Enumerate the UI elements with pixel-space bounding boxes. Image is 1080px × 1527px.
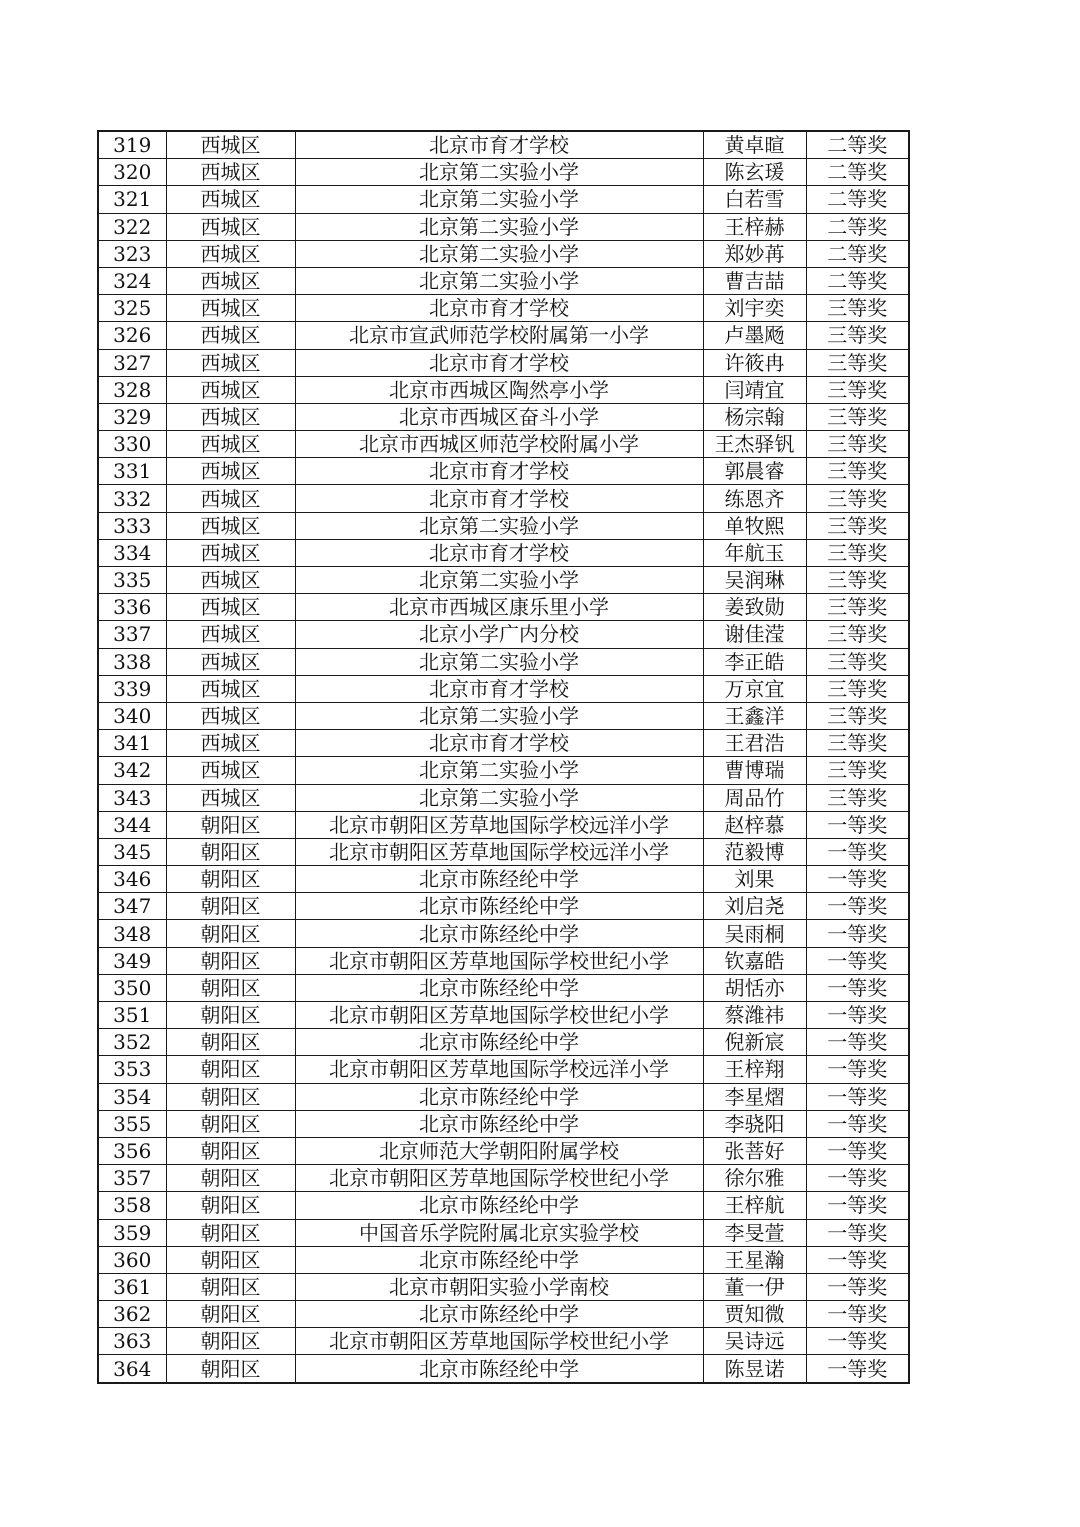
- student-name-cell: 周品竹: [703, 784, 806, 811]
- row-number-cell: 346: [98, 866, 166, 893]
- table-row: [98, 186, 909, 213]
- award-level-cell: 一等奖: [806, 920, 909, 947]
- school-cell: 北京市西城区康乐里小学: [295, 594, 703, 621]
- district-cell: 朝阳区: [166, 1002, 295, 1029]
- student-name-cell: 曹博瑞: [703, 757, 806, 784]
- district-cell: 西城区: [166, 594, 295, 621]
- district-cell: 西城区: [166, 349, 295, 376]
- student-name-cell: 白若雪: [703, 186, 806, 213]
- district-cell: 朝阳区: [166, 1110, 295, 1137]
- district-cell: 朝阳区: [166, 920, 295, 947]
- table-row: [98, 893, 909, 920]
- table-row: [98, 594, 909, 621]
- award-level-cell: 一等奖: [806, 1056, 909, 1083]
- award-level-cell: 一等奖: [806, 1219, 909, 1246]
- row-number-cell: 360: [98, 1246, 166, 1273]
- award-level-cell: 二等奖: [806, 240, 909, 267]
- row-number-cell: 361: [98, 1273, 166, 1300]
- award-level-cell: 一等奖: [806, 1137, 909, 1164]
- student-name-cell: 刘宇奕: [703, 295, 806, 322]
- student-name-cell: 许筱冉: [703, 349, 806, 376]
- student-name-cell: 李正皓: [703, 648, 806, 675]
- row-number-cell: 328: [98, 376, 166, 403]
- award-level-cell: 三等奖: [806, 757, 909, 784]
- row-number-cell: 347: [98, 893, 166, 920]
- student-name-cell: 刘果: [703, 866, 806, 893]
- row-number-cell: 344: [98, 811, 166, 838]
- award-level-cell: 三等奖: [806, 594, 909, 621]
- award-level-cell: 三等奖: [806, 512, 909, 539]
- school-cell: 北京市育才学校: [295, 458, 703, 485]
- school-cell: 北京市朝阳区芳草地国际学校世纪小学: [295, 947, 703, 974]
- row-number-cell: 348: [98, 920, 166, 947]
- row-number-cell: 321: [98, 186, 166, 213]
- row-number-cell: 355: [98, 1110, 166, 1137]
- table-row: [98, 838, 909, 865]
- row-number-cell: 341: [98, 730, 166, 757]
- table-row: [98, 213, 909, 240]
- award-level-cell: 一等奖: [806, 1246, 909, 1273]
- award-level-cell: 三等奖: [806, 702, 909, 729]
- award-level-cell: 一等奖: [806, 1328, 909, 1355]
- table-row: [98, 1137, 909, 1164]
- award-level-cell: 三等奖: [806, 784, 909, 811]
- row-number-cell: 339: [98, 675, 166, 702]
- student-name-cell: 胡恬亦: [703, 974, 806, 1001]
- school-cell: 北京市陈经纶中学: [295, 1110, 703, 1137]
- district-cell: 朝阳区: [166, 866, 295, 893]
- row-number-cell: 337: [98, 621, 166, 648]
- district-cell: 朝阳区: [166, 1301, 295, 1328]
- student-name-cell: 曹吉喆: [703, 267, 806, 294]
- school-cell: 北京第二实验小学: [295, 512, 703, 539]
- school-cell: 北京第二实验小学: [295, 186, 703, 213]
- row-number-cell: 351: [98, 1002, 166, 1029]
- award-level-cell: 二等奖: [806, 267, 909, 294]
- award-level-cell: 三等奖: [806, 349, 909, 376]
- award-level-cell: 三等奖: [806, 322, 909, 349]
- table-row: [98, 1083, 909, 1110]
- district-cell: 西城区: [166, 431, 295, 458]
- district-cell: 朝阳区: [166, 811, 295, 838]
- school-cell: 北京市朝阳区芳草地国际学校世纪小学: [295, 1328, 703, 1355]
- district-cell: 朝阳区: [166, 1219, 295, 1246]
- award-level-cell: 一等奖: [806, 1165, 909, 1192]
- school-cell: 北京市陈经纶中学: [295, 866, 703, 893]
- award-level-cell: 一等奖: [806, 838, 909, 865]
- student-name-cell: 黄卓暄: [703, 131, 806, 159]
- district-cell: 西城区: [166, 267, 295, 294]
- award-level-cell: 一等奖: [806, 866, 909, 893]
- school-cell: 北京市育才学校: [295, 131, 703, 159]
- table-row: [98, 784, 909, 811]
- table-row: [98, 920, 909, 947]
- student-name-cell: 赵梓慕: [703, 811, 806, 838]
- table-row: [98, 1029, 909, 1056]
- district-cell: 朝阳区: [166, 1328, 295, 1355]
- row-number-cell: 323: [98, 240, 166, 267]
- district-cell: 西城区: [166, 730, 295, 757]
- table-row: [98, 866, 909, 893]
- table-row: [98, 458, 909, 485]
- row-number-cell: 331: [98, 458, 166, 485]
- row-number-cell: 349: [98, 947, 166, 974]
- district-cell: 西城区: [166, 213, 295, 240]
- district-cell: 朝阳区: [166, 1029, 295, 1056]
- table-row: [98, 621, 909, 648]
- row-number-cell: 350: [98, 974, 166, 1001]
- district-cell: 西城区: [166, 539, 295, 566]
- table-row: [98, 267, 909, 294]
- school-cell: 北京市朝阳区芳草地国际学校世纪小学: [295, 1165, 703, 1192]
- student-name-cell: 卢墨飏: [703, 322, 806, 349]
- row-number-cell: 329: [98, 403, 166, 430]
- row-number-cell: 326: [98, 322, 166, 349]
- student-name-cell: 年航玉: [703, 539, 806, 566]
- row-number-cell: 320: [98, 159, 166, 186]
- school-cell: 北京市陈经纶中学: [295, 1029, 703, 1056]
- student-name-cell: 贾知微: [703, 1301, 806, 1328]
- district-cell: 西城区: [166, 757, 295, 784]
- district-cell: 朝阳区: [166, 1246, 295, 1273]
- row-number-cell: 324: [98, 267, 166, 294]
- table-row: [98, 1110, 909, 1137]
- student-name-cell: 郑妙苒: [703, 240, 806, 267]
- table-row: [98, 567, 909, 594]
- table-row: [98, 159, 909, 186]
- table-row: [98, 485, 909, 512]
- student-name-cell: 董一伊: [703, 1273, 806, 1300]
- award-level-cell: 三等奖: [806, 675, 909, 702]
- student-name-cell: 李旻萱: [703, 1219, 806, 1246]
- award-table-body: [98, 131, 909, 1383]
- student-name-cell: 张菩好: [703, 1137, 806, 1164]
- table-row: [98, 512, 909, 539]
- row-number-cell: 364: [98, 1355, 166, 1383]
- award-level-cell: 一等奖: [806, 1029, 909, 1056]
- table-row: [98, 1165, 909, 1192]
- student-name-cell: 单牧熙: [703, 512, 806, 539]
- district-cell: 西城区: [166, 675, 295, 702]
- school-cell: 北京市陈经纶中学: [295, 920, 703, 947]
- district-cell: 西城区: [166, 648, 295, 675]
- award-level-cell: 三等奖: [806, 431, 909, 458]
- award-level-cell: 三等奖: [806, 648, 909, 675]
- row-number-cell: 335: [98, 567, 166, 594]
- table-row: [98, 539, 909, 566]
- table-row: [98, 431, 909, 458]
- award-level-cell: 三等奖: [806, 403, 909, 430]
- award-level-cell: 三等奖: [806, 539, 909, 566]
- school-cell: 北京市宣武师范学校附属第一小学: [295, 322, 703, 349]
- row-number-cell: 327: [98, 349, 166, 376]
- row-number-cell: 356: [98, 1137, 166, 1164]
- district-cell: 西城区: [166, 403, 295, 430]
- district-cell: 西城区: [166, 702, 295, 729]
- table-row: [98, 675, 909, 702]
- award-level-cell: 一等奖: [806, 1083, 909, 1110]
- table-row: [98, 730, 909, 757]
- school-cell: 北京市陈经纶中学: [295, 1355, 703, 1383]
- award-level-cell: 二等奖: [806, 131, 909, 159]
- student-name-cell: 李星熠: [703, 1083, 806, 1110]
- row-number-cell: 340: [98, 702, 166, 729]
- district-cell: 西城区: [166, 621, 295, 648]
- row-number-cell: 338: [98, 648, 166, 675]
- school-cell: 北京市陈经纶中学: [295, 1192, 703, 1219]
- table-row: [98, 240, 909, 267]
- district-cell: 西城区: [166, 240, 295, 267]
- student-name-cell: 李骁阳: [703, 1110, 806, 1137]
- school-cell: 北京市朝阳区芳草地国际学校远洋小学: [295, 1056, 703, 1083]
- school-cell: 北京第二实验小学: [295, 702, 703, 729]
- school-cell: 北京市西城区奋斗小学: [295, 403, 703, 430]
- student-name-cell: 王梓航: [703, 1192, 806, 1219]
- school-cell: 北京第二实验小学: [295, 648, 703, 675]
- school-cell: 北京小学广内分校: [295, 621, 703, 648]
- student-name-cell: 刘启尧: [703, 893, 806, 920]
- district-cell: 朝阳区: [166, 947, 295, 974]
- school-cell: 北京第二实验小学: [295, 267, 703, 294]
- row-number-cell: 333: [98, 512, 166, 539]
- student-name-cell: 王杰驿钒: [703, 431, 806, 458]
- row-number-cell: 352: [98, 1029, 166, 1056]
- award-level-cell: 一等奖: [806, 974, 909, 1001]
- award-level-cell: 三等奖: [806, 567, 909, 594]
- student-name-cell: 蔡潍祎: [703, 1002, 806, 1029]
- award-level-cell: 三等奖: [806, 621, 909, 648]
- award-level-cell: 一等奖: [806, 811, 909, 838]
- table-row: [98, 376, 909, 403]
- district-cell: 西城区: [166, 186, 295, 213]
- award-level-cell: 三等奖: [806, 730, 909, 757]
- student-name-cell: 闫靖宜: [703, 376, 806, 403]
- student-name-cell: 王梓翔: [703, 1056, 806, 1083]
- district-cell: 朝阳区: [166, 893, 295, 920]
- school-cell: 北京市育才学校: [295, 349, 703, 376]
- row-number-cell: 322: [98, 213, 166, 240]
- table-row: [98, 131, 909, 159]
- row-number-cell: 342: [98, 757, 166, 784]
- award-level-cell: 一等奖: [806, 893, 909, 920]
- award-level-cell: 一等奖: [806, 1192, 909, 1219]
- district-cell: 朝阳区: [166, 1165, 295, 1192]
- row-number-cell: 354: [98, 1083, 166, 1110]
- school-cell: 北京市育才学校: [295, 295, 703, 322]
- school-cell: 北京市育才学校: [295, 539, 703, 566]
- district-cell: 西城区: [166, 784, 295, 811]
- row-number-cell: 319: [98, 131, 166, 159]
- district-cell: 朝阳区: [166, 1083, 295, 1110]
- table-row: [98, 1328, 909, 1355]
- district-cell: 西城区: [166, 159, 295, 186]
- district-cell: 西城区: [166, 131, 295, 159]
- student-name-cell: 陈昱诺: [703, 1355, 806, 1383]
- award-level-cell: 一等奖: [806, 947, 909, 974]
- row-number-cell: 359: [98, 1219, 166, 1246]
- table-row: [98, 1246, 909, 1273]
- district-cell: 朝阳区: [166, 1355, 295, 1383]
- row-number-cell: 343: [98, 784, 166, 811]
- award-level-cell: 三等奖: [806, 485, 909, 512]
- row-number-cell: 362: [98, 1301, 166, 1328]
- district-cell: 西城区: [166, 567, 295, 594]
- student-name-cell: 练恩齐: [703, 485, 806, 512]
- school-cell: 北京第二实验小学: [295, 567, 703, 594]
- table-row: [98, 1301, 909, 1328]
- school-cell: 北京市陈经纶中学: [295, 893, 703, 920]
- award-level-cell: 三等奖: [806, 295, 909, 322]
- district-cell: 西城区: [166, 376, 295, 403]
- school-cell: 北京市朝阳区芳草地国际学校远洋小学: [295, 838, 703, 865]
- table-row: [98, 1002, 909, 1029]
- student-name-cell: 王君浩: [703, 730, 806, 757]
- table-row: [98, 1355, 909, 1383]
- district-cell: 西城区: [166, 458, 295, 485]
- school-cell: 北京第二实验小学: [295, 159, 703, 186]
- school-cell: 北京市陈经纶中学: [295, 1246, 703, 1273]
- row-number-cell: 357: [98, 1165, 166, 1192]
- student-name-cell: 吴润琳: [703, 567, 806, 594]
- row-number-cell: 358: [98, 1192, 166, 1219]
- award-level-cell: 二等奖: [806, 186, 909, 213]
- student-name-cell: 徐尔雅: [703, 1165, 806, 1192]
- student-name-cell: 郭晨睿: [703, 458, 806, 485]
- school-cell: 北京市朝阳区芳草地国际学校远洋小学: [295, 811, 703, 838]
- district-cell: 朝阳区: [166, 1192, 295, 1219]
- table-row: [98, 1219, 909, 1246]
- school-cell: 北京市西城区师范学校附属小学: [295, 431, 703, 458]
- student-name-cell: 姜致勋: [703, 594, 806, 621]
- row-number-cell: 363: [98, 1328, 166, 1355]
- district-cell: 西城区: [166, 512, 295, 539]
- row-number-cell: 345: [98, 838, 166, 865]
- table-row: [98, 403, 909, 430]
- school-cell: 北京师范大学朝阳附属学校: [295, 1137, 703, 1164]
- student-name-cell: 万京宜: [703, 675, 806, 702]
- row-number-cell: 334: [98, 539, 166, 566]
- table-row: [98, 1056, 909, 1083]
- row-number-cell: 325: [98, 295, 166, 322]
- student-name-cell: 吴诗远: [703, 1328, 806, 1355]
- award-level-cell: 三等奖: [806, 376, 909, 403]
- school-cell: 北京第二实验小学: [295, 213, 703, 240]
- table-row: [98, 648, 909, 675]
- award-level-cell: 三等奖: [806, 458, 909, 485]
- award-level-cell: 一等奖: [806, 1002, 909, 1029]
- district-cell: 朝阳区: [166, 838, 295, 865]
- award-level-cell: 二等奖: [806, 159, 909, 186]
- school-cell: 北京第二实验小学: [295, 240, 703, 267]
- student-name-cell: 倪新宸: [703, 1029, 806, 1056]
- table-row: [98, 702, 909, 729]
- student-name-cell: 陈玄瑗: [703, 159, 806, 186]
- table-row: [98, 811, 909, 838]
- row-number-cell: 336: [98, 594, 166, 621]
- school-cell: 北京市陈经纶中学: [295, 1083, 703, 1110]
- district-cell: 朝阳区: [166, 974, 295, 1001]
- district-cell: 朝阳区: [166, 1273, 295, 1300]
- student-name-cell: 王梓赫: [703, 213, 806, 240]
- award-list-table: [97, 130, 910, 1384]
- school-cell: 北京市西城区陶然亭小学: [295, 376, 703, 403]
- row-number-cell: 353: [98, 1056, 166, 1083]
- school-cell: 北京第二实验小学: [295, 784, 703, 811]
- district-cell: 西城区: [166, 485, 295, 512]
- student-name-cell: 王鑫洋: [703, 702, 806, 729]
- award-level-cell: 一等奖: [806, 1110, 909, 1137]
- school-cell: 北京市朝阳区芳草地国际学校世纪小学: [295, 1002, 703, 1029]
- district-cell: 西城区: [166, 322, 295, 349]
- table-row: [98, 1273, 909, 1300]
- student-name-cell: 谢佳滢: [703, 621, 806, 648]
- school-cell: 北京第二实验小学: [295, 757, 703, 784]
- table-row: [98, 974, 909, 1001]
- student-name-cell: 杨宗翰: [703, 403, 806, 430]
- table-row: [98, 349, 909, 376]
- school-cell: 北京市育才学校: [295, 730, 703, 757]
- student-name-cell: 钦嘉皓: [703, 947, 806, 974]
- district-cell: 西城区: [166, 295, 295, 322]
- district-cell: 朝阳区: [166, 1137, 295, 1164]
- table-row: [98, 295, 909, 322]
- row-number-cell: 332: [98, 485, 166, 512]
- school-cell: 中国音乐学院附属北京实验学校: [295, 1219, 703, 1246]
- table-row: [98, 322, 909, 349]
- student-name-cell: 范毅博: [703, 838, 806, 865]
- school-cell: 北京市陈经纶中学: [295, 974, 703, 1001]
- student-name-cell: 王星瀚: [703, 1246, 806, 1273]
- award-level-cell: 一等奖: [806, 1273, 909, 1300]
- award-level-cell: 二等奖: [806, 213, 909, 240]
- student-name-cell: 吴雨桐: [703, 920, 806, 947]
- school-cell: 北京市育才学校: [295, 675, 703, 702]
- award-level-cell: 一等奖: [806, 1301, 909, 1328]
- district-cell: 朝阳区: [166, 1056, 295, 1083]
- table-row: [98, 1192, 909, 1219]
- row-number-cell: 330: [98, 431, 166, 458]
- table-row: [98, 757, 909, 784]
- school-cell: 北京市朝阳实验小学南校: [295, 1273, 703, 1300]
- school-cell: 北京市陈经纶中学: [295, 1301, 703, 1328]
- award-level-cell: 一等奖: [806, 1355, 909, 1383]
- school-cell: 北京市育才学校: [295, 485, 703, 512]
- table-row: [98, 947, 909, 974]
